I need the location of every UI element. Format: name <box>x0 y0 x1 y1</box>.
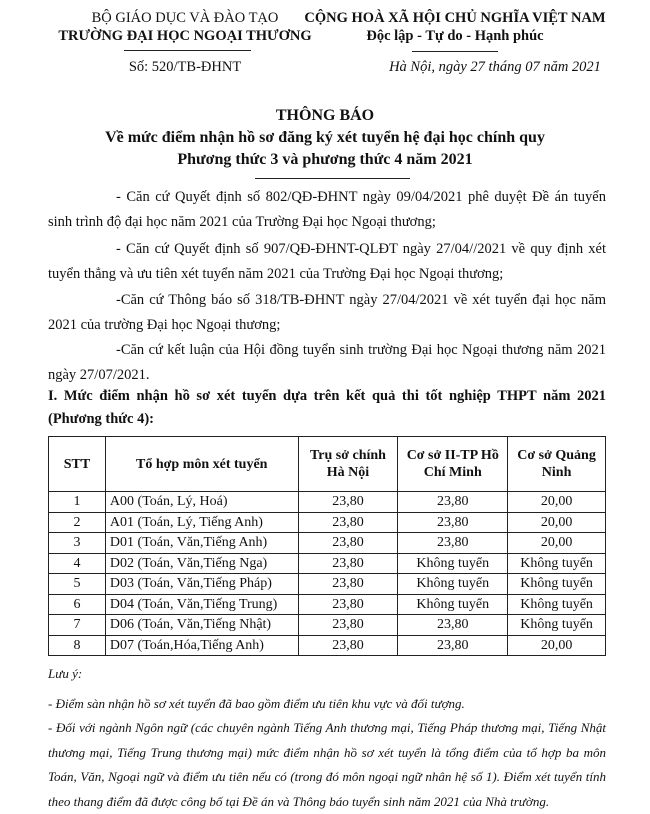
column-header: Trụ sở chính Hà Nội <box>298 437 398 492</box>
table-cell: 23,80 <box>298 615 398 636</box>
table-cell: 23,80 <box>298 553 398 574</box>
table-row <box>49 594 606 615</box>
motto: Độc lập - Tự do - Hạnh phúc <box>366 28 544 44</box>
table-cell: 3 <box>49 533 106 554</box>
table-cell: 23,80 <box>298 574 398 595</box>
table-cell: 23,80 <box>398 512 508 533</box>
table-cell: D02 (Toán, Văn,Tiếng Nga) <box>105 553 298 574</box>
column-header: Tổ hợp môn xét tuyển <box>105 437 298 492</box>
paragraph: - Căn cứ Quyết định số 907/QĐ-ĐHNT-QLĐT ngày 27/04//2021 về quy định xét tuyển thẳng và ưu tiên xét tuyển năm 2021 của Trường Đại học Ngoại thương; <box>48 241 606 282</box>
table-cell: 2 <box>49 512 106 533</box>
table-row <box>49 533 606 554</box>
score-table <box>48 436 606 656</box>
table-cell: D01 (Toán, Văn,Tiếng Anh) <box>105 533 298 554</box>
note-item: - Đối với ngành Ngôn ngữ (các chuyên ngành Tiếng Anh thương mại, Tiếng Pháp thương mại, Tiếng Nhật thương mại, Tiếng Trung thương mại) mức điểm nhận hồ sơ xét tuyển là tổng điểm của tổ hợp ba môn Toán, Văn, Ngoại ngữ và điểm ưu tiên nếu có (trong đó môn ngoại ngữ nhân hệ số 1). Điểm xét tuyển tính theo thang điểm đã được công bố tại Đề án và Thông báo tuyển sinh năm 2021 của Nhà trường. <box>48 720 606 809</box>
table-cell: 23,80 <box>298 594 398 615</box>
doc-subtitle-2: Phương thức 3 và phương thức 4 năm 2021 <box>177 151 473 168</box>
table-cell: Không tuyển <box>508 594 606 615</box>
header-divider <box>124 50 251 51</box>
table-cell: D06 (Toán, Văn,Tiếng Nhật) <box>105 615 298 636</box>
section-heading: I. Mức điểm nhận hồ sơ xét tuyển dựa trên kết quả thi tốt nghiệp THPT năm 2021 (Phương thức 4): <box>48 388 606 427</box>
country-name: CỘNG HOÀ XÃ HỘI CHỦ NGHĨA VIỆT NAM <box>304 10 606 26</box>
table-cell: D04 (Toán, Văn,Tiếng Trung) <box>105 594 298 615</box>
table-row <box>49 635 606 656</box>
table-cell: 4 <box>49 553 106 574</box>
table-cell: Không tuyển <box>508 615 606 636</box>
table-cell: Không tuyển <box>398 594 508 615</box>
table-cell: D07 (Toán,Hóa,Tiếng Anh) <box>105 635 298 656</box>
table-header-row <box>49 437 606 492</box>
table-row <box>49 574 606 595</box>
ministry-name: BỘ GIÁO DỤC VÀ ĐÀO TẠO <box>91 10 279 26</box>
doc-subtitle-1: Về mức điểm nhận hồ sơ đăng ký xét tuyển hệ đại học chính quy <box>105 129 545 146</box>
table-row <box>49 492 606 513</box>
doc-title: THÔNG BÁO <box>275 107 375 124</box>
table-cell: Không tuyển <box>508 553 606 574</box>
paragraph: -Căn cứ kết luận của Hội đồng tuyển sinh trường Đại học Ngoại thương năm 2021 ngày 27/07/2021. <box>48 342 606 383</box>
table-cell: Không tuyển <box>398 574 508 595</box>
table-cell: 23,80 <box>298 492 398 513</box>
table-cell: 23,80 <box>298 533 398 554</box>
table-row <box>49 615 606 636</box>
table-cell: 20,00 <box>508 492 606 513</box>
table-cell: 23,80 <box>398 615 508 636</box>
paragraph: -Căn cứ Thông báo số 318/TB-ĐHNT ngày 27/04/2021 về xét tuyển đại học năm 2021 của trường Đại học Ngoại thương; <box>48 292 606 333</box>
notes-label: Lưu ý: <box>48 666 83 681</box>
table-cell: 20,00 <box>508 635 606 656</box>
column-header: STT <box>49 437 106 492</box>
title-divider <box>255 178 410 179</box>
table-cell: 23,80 <box>398 635 508 656</box>
table-cell: 20,00 <box>508 512 606 533</box>
note-item: - Điểm sàn nhận hồ sơ xét tuyển đã bao gồm điểm ưu tiên khu vực và đối tượng. <box>48 696 465 711</box>
table-cell: 20,00 <box>508 533 606 554</box>
table-cell: 1 <box>49 492 106 513</box>
column-header: Cơ sở Quảng Ninh <box>508 437 606 492</box>
table-cell: 23,80 <box>398 533 508 554</box>
table-cell: Không tuyển <box>508 574 606 595</box>
motto-divider <box>412 51 498 52</box>
table-row <box>49 512 606 533</box>
table-cell: Không tuyển <box>398 553 508 574</box>
table-cell: 7 <box>49 615 106 636</box>
table-cell: 23,80 <box>298 512 398 533</box>
table-cell: 6 <box>49 594 106 615</box>
table-cell: 8 <box>49 635 106 656</box>
table-cell: D03 (Toán, Văn,Tiếng Pháp) <box>105 574 298 595</box>
table-cell: A00 (Toán, Lý, Hoá) <box>105 492 298 513</box>
table-cell: 5 <box>49 574 106 595</box>
document-number: Số: 520/TB-ĐHNT <box>128 59 242 75</box>
date-place: Hà Nội, ngày 27 tháng 07 năm 2021 <box>389 59 601 75</box>
column-header: Cơ sở II-TP Hồ Chí Minh <box>398 437 508 492</box>
school-name: TRƯỜNG ĐẠI HỌC NGOẠI THƯƠNG <box>58 28 312 44</box>
table-cell: 23,80 <box>398 492 508 513</box>
table-cell: 23,80 <box>298 635 398 656</box>
paragraph: - Căn cứ Quyết định số 802/QĐ-ĐHNT ngày 09/04/2021 phê duyệt Đề án tuyển sinh trình độ đại học năm 2021 của Trường Đại học Ngoại thương; <box>48 189 606 230</box>
table-cell: A01 (Toán, Lý, Tiếng Anh) <box>105 512 298 533</box>
table-row <box>49 553 606 574</box>
